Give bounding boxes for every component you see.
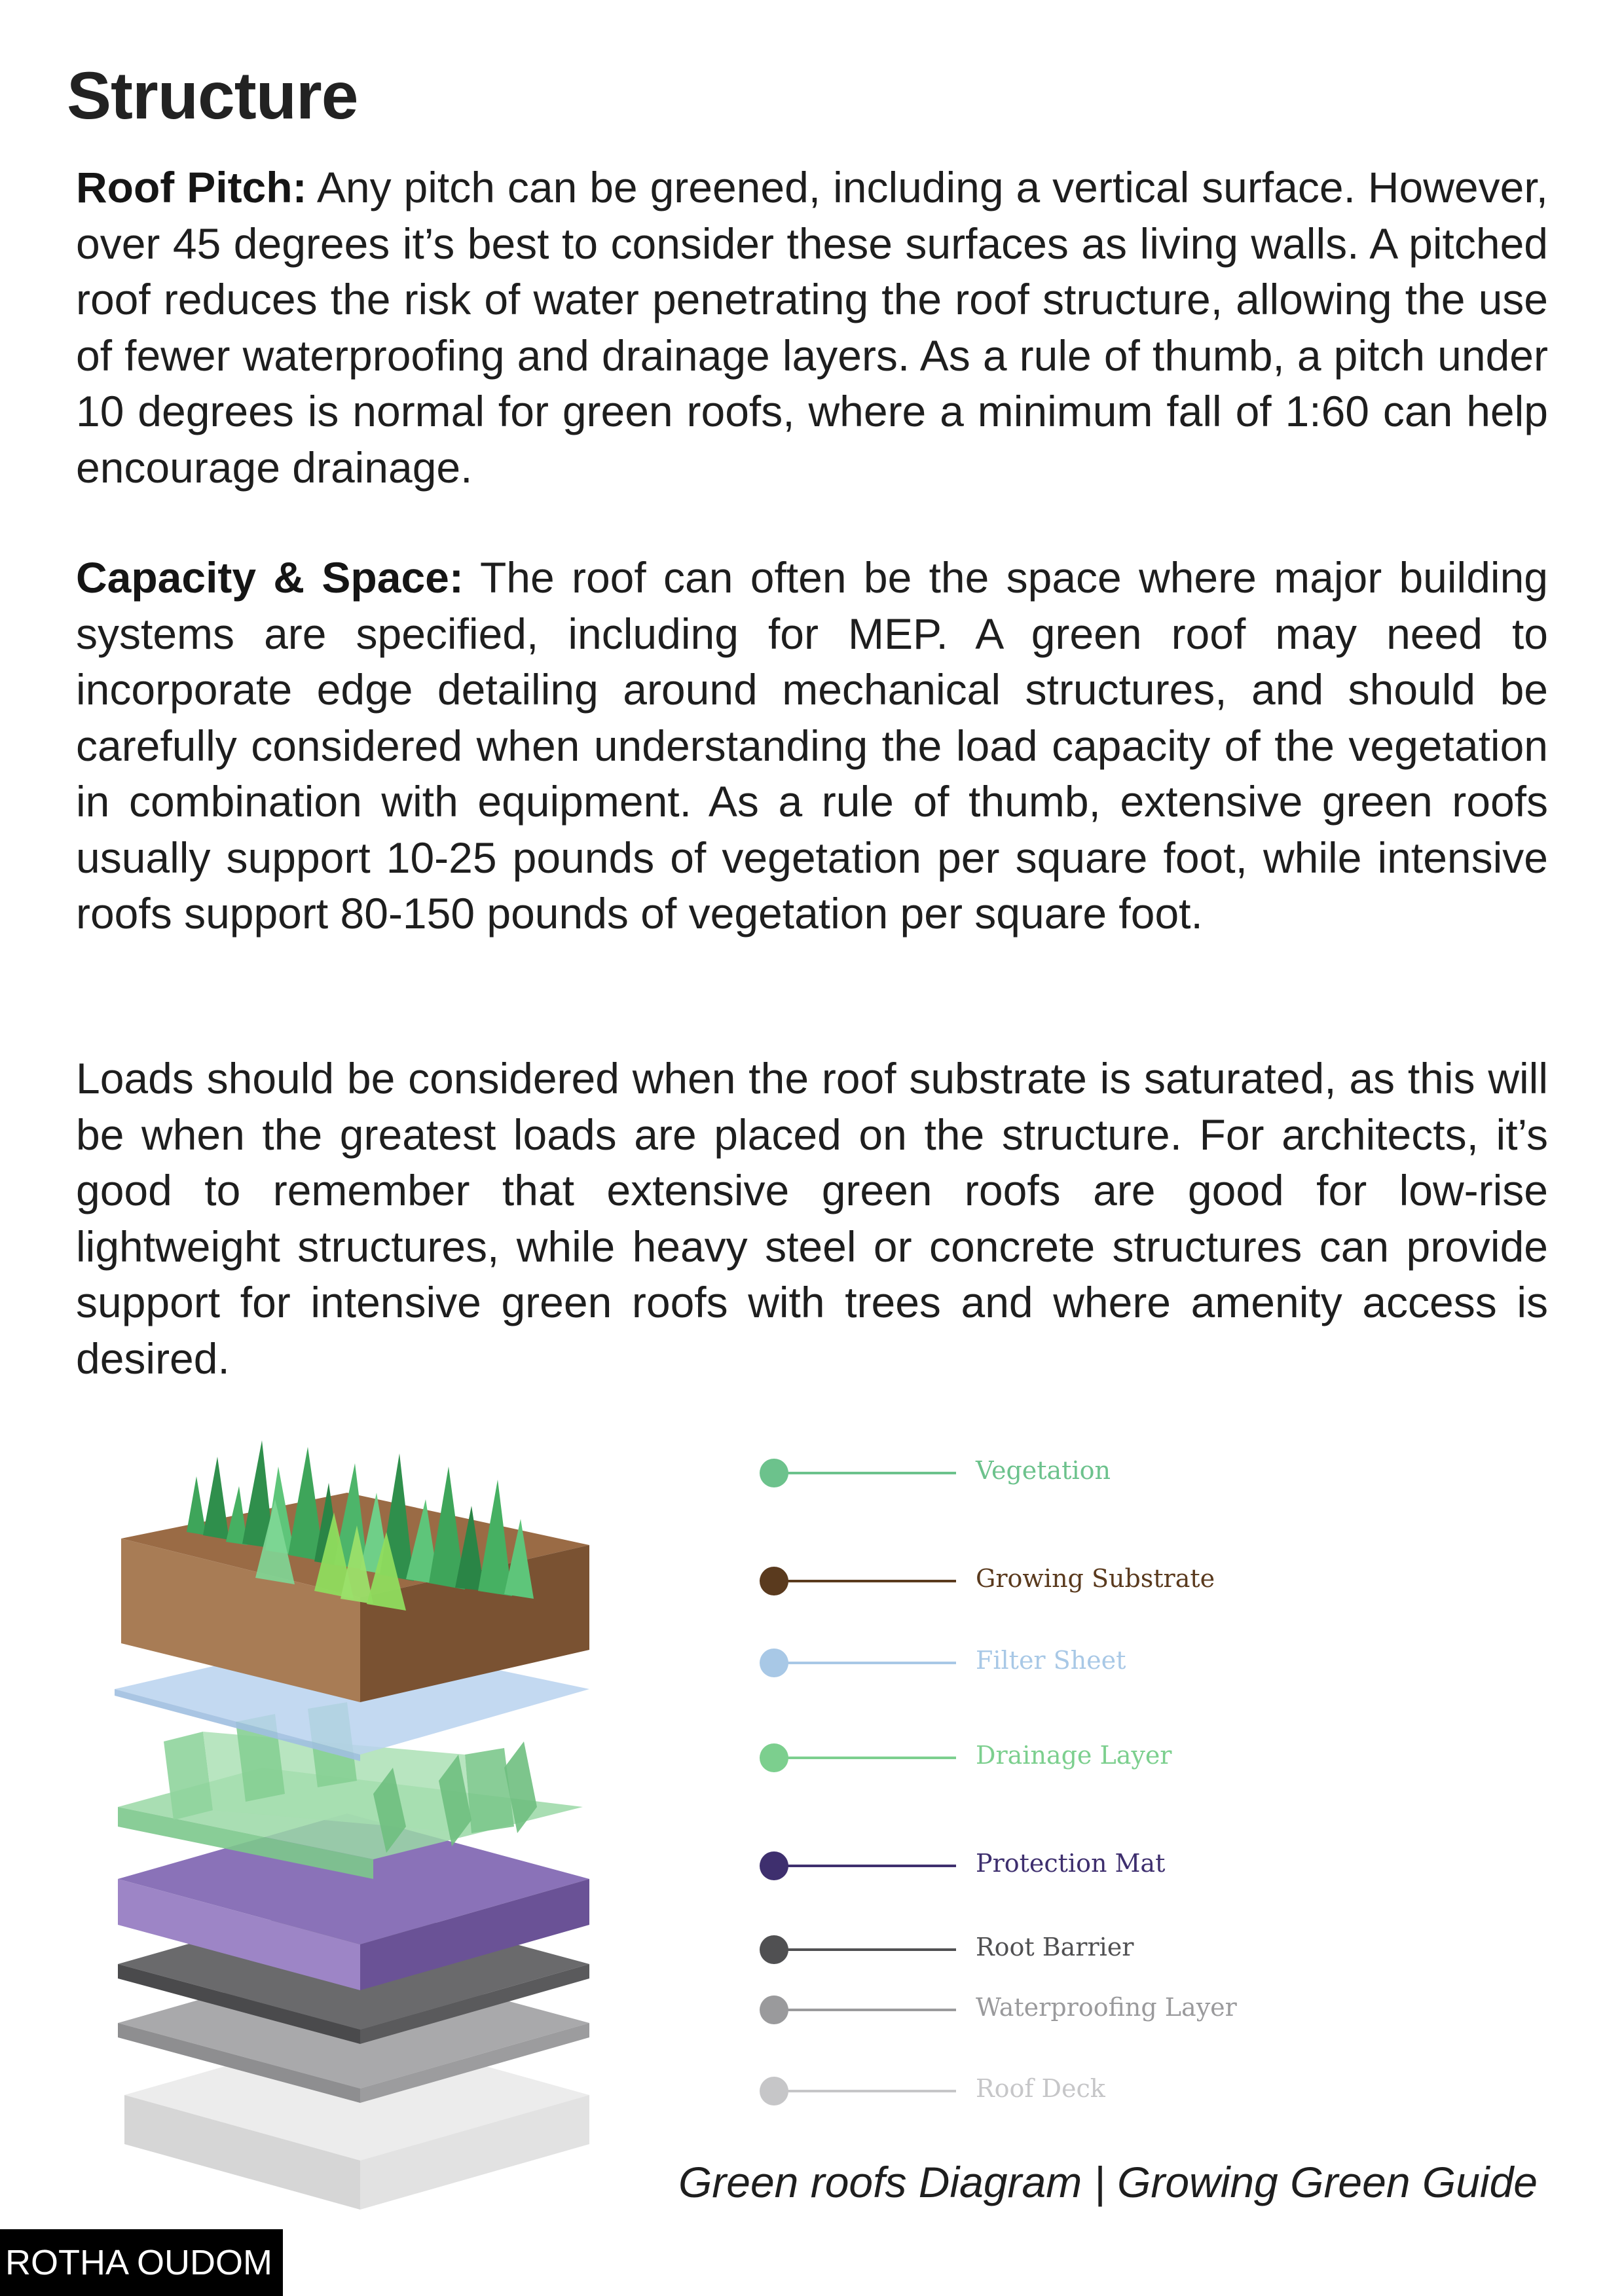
green-roof-diagram — [98, 1427, 1277, 2239]
legend-connector-line — [786, 2009, 956, 2011]
legend-dot-icon — [760, 1743, 788, 1772]
legend-label: Roof Deck — [976, 2074, 1105, 2103]
paragraph-capacity-space — [76, 550, 1548, 942]
legend-label: Protection Mat — [976, 1849, 1166, 1878]
capacity-space-text: The roof can often be the space where major building systems are specified, including for MEP. A green roof may need to incorporate edge detailing around mechanical structures, and should be carefully considered when understanding the load capacity of the vegetation in combination with equipment. As a rule of thumb, extensive green roofs usually support 10-25 pounds of vegetation per square foot, while intensive roofs support 80-150 pounds of vegetation per square foot. — [76, 553, 1548, 938]
paragraph-loads: Loads should be considered when the roof substrate is saturated, as this will be when the greatest loads are placed on the structure. For architects, it’s good to remember that extensive green roofs are good for low-rise lightweight structures, while heavy steel or concrete structures can provide support for intensive green roofs with trees and where amenity access is desired. — [76, 1054, 1548, 1383]
legend-dot-icon — [760, 1459, 788, 1487]
roof-pitch-label: Roof Pitch: — [76, 163, 307, 211]
legend-item — [760, 1643, 1283, 1683]
legend-dot-icon — [760, 2077, 788, 2105]
legend-label: Root Barrier — [976, 1933, 1134, 1961]
legend-label: Vegetation — [976, 1456, 1111, 1485]
paragraph-roof-pitch — [76, 160, 1548, 496]
legend-connector-line — [786, 2090, 956, 2092]
legend-connector-line — [786, 1865, 956, 1867]
legend-connector-line — [786, 1948, 956, 1951]
author-badge: ROTHA OUDOM — [0, 2229, 283, 2296]
legend-item — [760, 1738, 1283, 1777]
legend-connector-line — [786, 1662, 956, 1664]
legend-dot-icon — [760, 1935, 788, 1964]
roof-pitch-text: Any pitch can be greened, including a vertical surface. However, over 45 degrees it’s best to consider these surfaces as living walls. A pitched roof reduces the risk of water penetrating the roof structure, allowing the use of fewer waterproofing and drainage layers. As a rule of thumb, a pitch under 10 degrees is normal for green roofs, where a minimum fall of 1:60 can help encourage drainage. — [76, 163, 1548, 492]
legend-item — [760, 2071, 1283, 2111]
legend-label: Waterproofing Layer — [976, 1993, 1237, 2022]
capacity-space-label: Capacity & Space: — [76, 553, 464, 602]
legend-dot-icon — [760, 1649, 788, 1677]
page-title: Structure — [67, 58, 358, 133]
legend-label: Drainage Layer — [976, 1741, 1172, 1770]
legend-connector-line — [786, 1580, 956, 1582]
legend-item — [760, 1990, 1283, 2030]
legend-connector-line — [786, 1757, 956, 1759]
legend-item — [760, 1453, 1283, 1493]
legend-item — [760, 1561, 1283, 1601]
legend-label: Growing Substrate — [976, 1564, 1215, 1593]
legend-item — [760, 1930, 1283, 1969]
diagram-caption: Green roofs Diagram | Growing Green Guide — [678, 2158, 1538, 2206]
legend-label: Filter Sheet — [976, 1646, 1126, 1675]
legend-dot-icon — [760, 1995, 788, 2024]
legend-connector-line — [786, 1472, 956, 1474]
green-roof-layers-illustration — [98, 1427, 622, 2239]
legend-item — [760, 1846, 1283, 1886]
legend-dot-icon — [760, 1851, 788, 1880]
legend-dot-icon — [760, 1567, 788, 1595]
